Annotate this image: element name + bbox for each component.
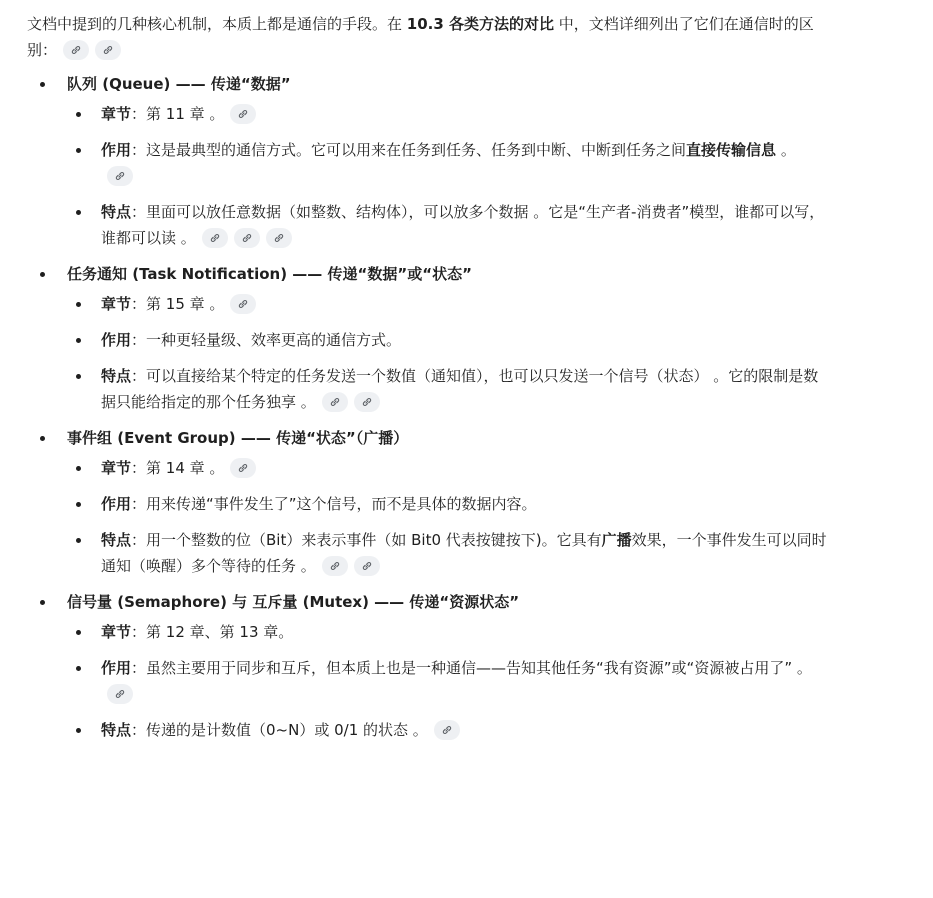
section-item bbox=[27, 261, 827, 415]
detail-text: ：用一个整数的位（Bit）来表示事件（如 Bit0 代表按键按下)。它具有 bbox=[131, 531, 602, 549]
link-chip[interactable] bbox=[322, 556, 348, 576]
link-icon bbox=[237, 298, 249, 310]
detail-text: ：可以直接给某个特定的任务发送一个数值（通知值），也可以只发送一个信号（状态） 。它的限制是数据只能给指定的那个任务独享 。 bbox=[101, 367, 819, 411]
detail-label: 作用 bbox=[101, 141, 132, 159]
detail-item bbox=[67, 101, 827, 127]
detail-label: 特点 bbox=[101, 531, 132, 549]
link-chip[interactable] bbox=[322, 392, 348, 412]
section-details-list bbox=[67, 619, 827, 743]
link-icon bbox=[441, 724, 453, 736]
section-details-list bbox=[67, 101, 827, 251]
detail-label: 特点 bbox=[101, 203, 132, 221]
link-icon bbox=[361, 560, 373, 572]
section-item bbox=[27, 589, 827, 743]
intro-paragraph bbox=[27, 11, 827, 63]
detail-item bbox=[67, 363, 827, 415]
link-chip[interactable] bbox=[354, 556, 380, 576]
link-icon bbox=[102, 44, 114, 56]
detail-text-tail: 效果，一个事件发生可以同时通知（唤醒）多个等待的任务 。 bbox=[101, 531, 827, 575]
section-item bbox=[27, 425, 827, 579]
detail-label: 作用 bbox=[101, 495, 132, 513]
section-title: 队列 (Queue) —— 传递“数据” bbox=[67, 75, 291, 93]
link-icon bbox=[114, 688, 126, 700]
detail-label: 作用 bbox=[101, 659, 132, 677]
detail-item bbox=[67, 199, 827, 251]
link-chip[interactable] bbox=[230, 294, 256, 314]
detail-label: 作用 bbox=[101, 331, 132, 349]
link-icon bbox=[273, 232, 285, 244]
detail-text: ：第 12 章、第 13 章。 bbox=[131, 623, 294, 641]
detail-item bbox=[67, 655, 827, 707]
detail-text: ：虽然主要用于同步和互斥，但本质上也是一种通信——告知其他任务“我有资源”或“资源被占用了” 。 bbox=[131, 659, 812, 677]
detail-text-tail: 。 bbox=[776, 141, 796, 159]
link-icon bbox=[329, 396, 341, 408]
section-details-list bbox=[67, 291, 827, 415]
detail-item bbox=[67, 455, 827, 481]
sections-list bbox=[27, 71, 827, 743]
link-icon bbox=[361, 396, 373, 408]
link-icon bbox=[209, 232, 221, 244]
link-chip[interactable] bbox=[354, 392, 380, 412]
detail-item bbox=[67, 527, 827, 579]
section-title: 事件组 (Event Group) —— 传递“状态”（广播） bbox=[67, 429, 409, 447]
link-icon bbox=[237, 462, 249, 474]
link-icon bbox=[241, 232, 253, 244]
section-title: 任务通知 (Task Notification) —— 传递“数据”或“状态” bbox=[67, 265, 472, 283]
link-chip[interactable] bbox=[202, 228, 228, 248]
section-title: 信号量 (Semaphore) 与 互斥量 (Mutex) —— 传递“资源状态” bbox=[67, 593, 520, 611]
detail-item bbox=[67, 137, 827, 189]
link-icon bbox=[114, 170, 126, 182]
detail-item bbox=[67, 717, 827, 743]
detail-item bbox=[67, 327, 827, 353]
link-chip[interactable] bbox=[434, 720, 460, 740]
detail-label: 章节 bbox=[101, 105, 132, 123]
detail-text: ：里面可以放任意数据（如整数、结构体），可以放多个数据 。它是“生产者-消费者”模型，谁都可以写，谁都可以读 。 bbox=[101, 203, 825, 247]
intro-text-1: 文档中提到的几种核心机制，本质上都是通信的手段。在 bbox=[27, 15, 407, 33]
link-icon bbox=[329, 560, 341, 572]
detail-item bbox=[67, 491, 827, 517]
detail-label: 章节 bbox=[101, 623, 132, 641]
detail-label: 特点 bbox=[101, 721, 132, 739]
link-chip[interactable] bbox=[230, 458, 256, 478]
link-chip[interactable] bbox=[63, 40, 89, 60]
detail-text: ：第 11 章 。 bbox=[131, 105, 225, 123]
link-chip[interactable] bbox=[234, 228, 260, 248]
detail-label: 章节 bbox=[101, 295, 132, 313]
detail-emphasis: 直接传输信息 bbox=[686, 141, 777, 159]
link-icon bbox=[70, 44, 82, 56]
detail-text: ：传递的是计数值（0~N）或 0/1 的状态 。 bbox=[131, 721, 428, 739]
link-chip[interactable] bbox=[107, 684, 133, 704]
detail-text: ：第 15 章 。 bbox=[131, 295, 225, 313]
section-item bbox=[27, 71, 827, 251]
detail-text: ：这是最典型的通信方式。它可以用来在任务到任务、任务到中断、中断到任务之间 bbox=[131, 141, 687, 159]
detail-label: 章节 bbox=[101, 459, 132, 477]
link-chip[interactable] bbox=[95, 40, 121, 60]
detail-label: 特点 bbox=[101, 367, 132, 385]
intro-bold: 10.3 各类方法的对比 bbox=[406, 15, 555, 33]
link-chip[interactable] bbox=[107, 166, 133, 186]
link-chip[interactable] bbox=[266, 228, 292, 248]
link-icon bbox=[237, 108, 249, 120]
detail-emphasis: 广播 bbox=[601, 531, 632, 549]
detail-text: ：第 14 章 。 bbox=[131, 459, 225, 477]
detail-text: ：用来传递“事件发生了”这个信号，而不是具体的数据内容。 bbox=[131, 495, 537, 513]
section-details-list bbox=[67, 455, 827, 579]
response-content bbox=[27, 11, 827, 753]
detail-text: ：一种更轻量级、效率更高的通信方式。 bbox=[131, 331, 402, 349]
detail-item bbox=[67, 619, 827, 645]
link-chip[interactable] bbox=[230, 104, 256, 124]
detail-item bbox=[67, 291, 827, 317]
intro-text-2: 中，文档详细列出了它们在通信时的区别： bbox=[27, 15, 814, 59]
